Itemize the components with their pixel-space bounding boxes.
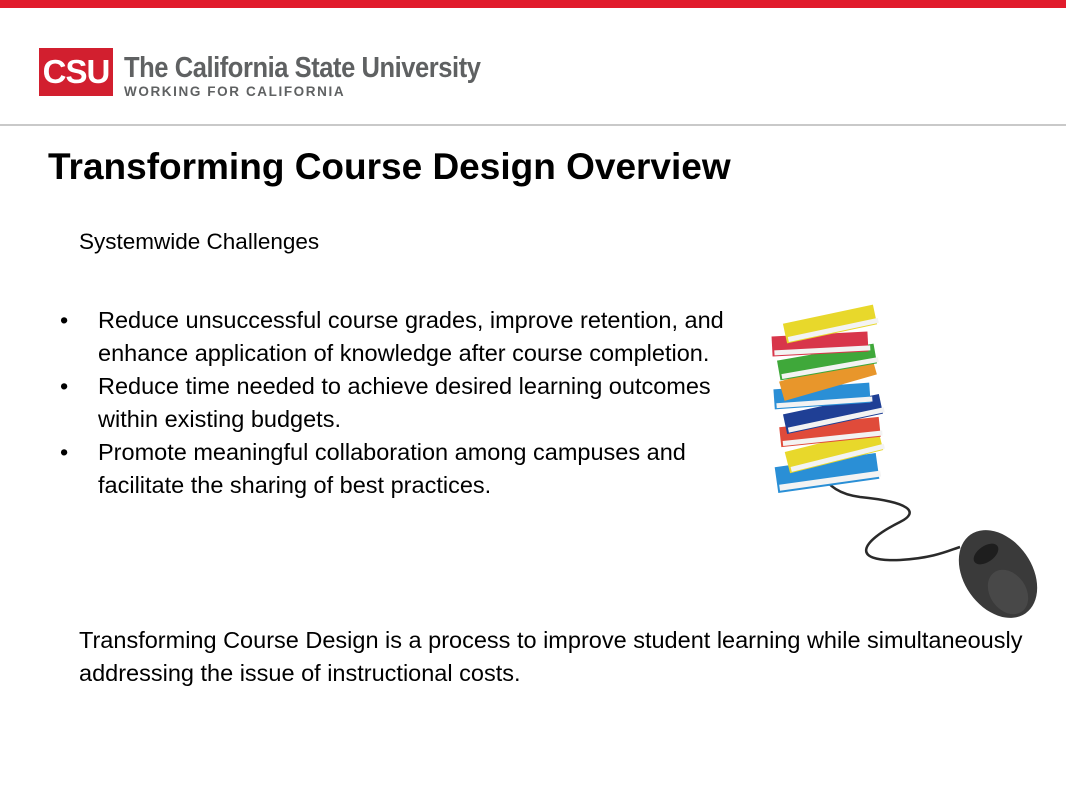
list-item	[60, 436, 740, 502]
books-and-mouse-icon	[750, 292, 1046, 625]
header-divider	[0, 124, 1066, 126]
bullet-icon: •	[60, 373, 69, 399]
challenge-list	[60, 304, 740, 502]
university-tagline: WORKING FOR CALIFORNIA	[124, 84, 346, 99]
slide-title: Transforming Course Design Overview	[48, 146, 731, 187]
book-stack-icon	[772, 305, 885, 493]
top-accent-bar	[0, 0, 1066, 8]
list-item-text: Reduce unsuccessful course grades, improve retention, and enhance application of knowledge after course completion.	[98, 307, 724, 366]
closing-statement: Transforming Course Design is a process to improve student learning while simultaneously addressing the issue of instructional costs.	[79, 627, 1023, 686]
logo-mark-text: CSU	[42, 53, 110, 90]
csu-logo-mark	[39, 48, 113, 96]
section-subheading: Systemwide Challenges	[79, 229, 320, 254]
list-item	[60, 370, 740, 436]
list-item-text: Promote meaningful collaboration among campuses and facilitate the sharing of best practices.	[98, 439, 686, 498]
bullet-icon: •	[60, 307, 69, 333]
list-item-text: Reduce time needed to achieve desired learning outcomes within existing budgets.	[98, 373, 711, 432]
bullet-icon: •	[60, 439, 69, 465]
university-name: The California State University	[124, 52, 481, 84]
list-item	[60, 304, 740, 370]
mouse-icon	[943, 515, 1046, 625]
